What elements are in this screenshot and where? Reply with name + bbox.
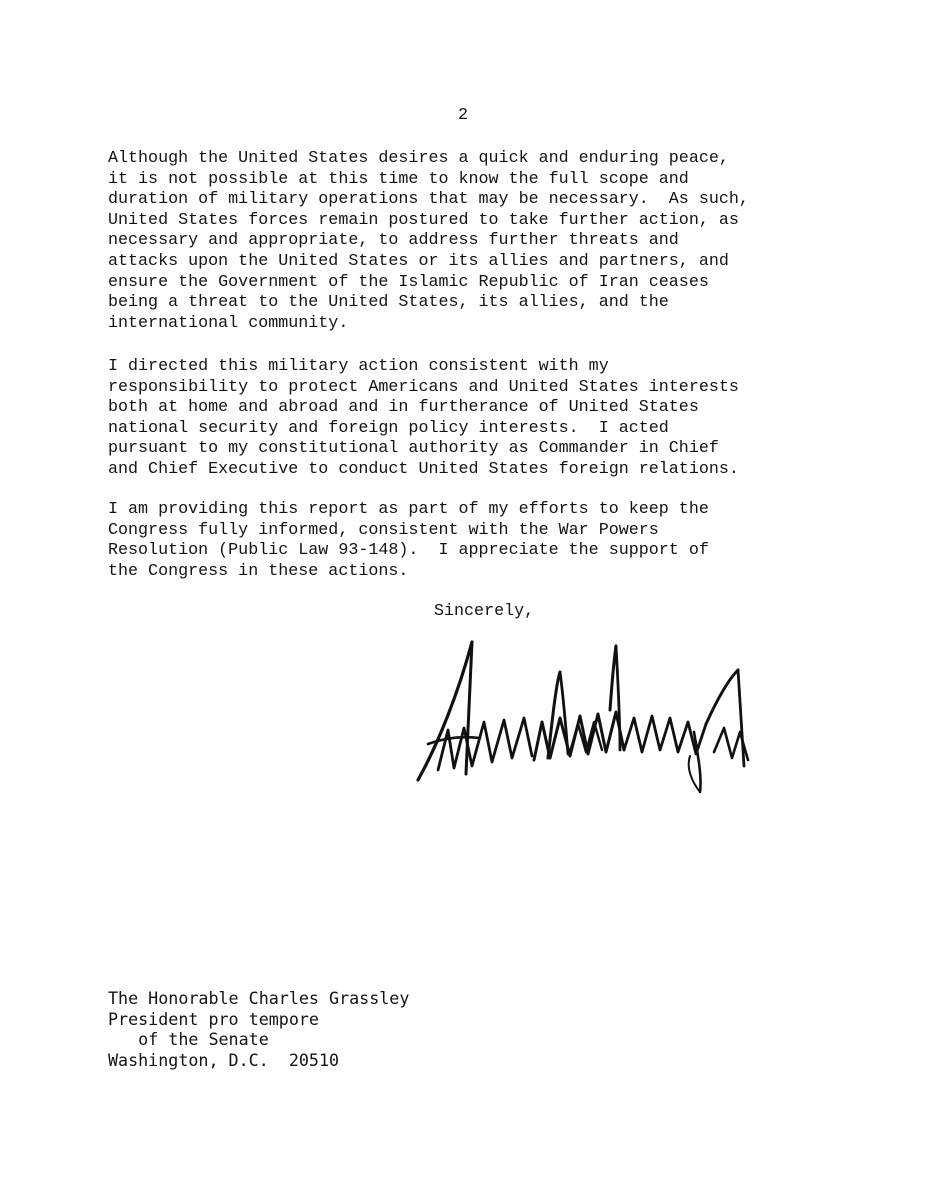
page-number: 2: [457, 106, 468, 125]
paragraph-war-powers-report: I am providing this report as part of my efforts to keep the Congress fully informed, consistent with the War Powers Resolution (Public Law 93-148). I appreciate the support of the Congress in these actions.: [108, 500, 709, 581]
closing-salutation: Sincerely,: [434, 602, 535, 621]
recipient-address: The Honorable Charles Grassley President pro tempore of the Senate Washington, D.C. 20510: [108, 988, 410, 1070]
paragraph-scope-of-operations: Although the United States desires a quick and enduring peace, it is not possible at this time to know the full scope and duration of military operations that may be necessary. As such, United States forces remain postured to take further action, as necessary and appropriate, to address further threats and attacks upon the United States or its allies and partners, and ensure the Government of the Islamic Republic of Iran ceases being a threat to the United States, its allies, and the international community.: [108, 149, 749, 333]
paragraph-authority: I directed this military action consistent with my responsibility to protect Americans and United States interests both at home and abroad and in furtherance of United States national security and foreign policy interests. I acted pursuant to my constitutional authority as Commander in Chief and Chief Executive to conduct United States foreign relations.: [108, 357, 739, 479]
handwritten-signature: [410, 632, 760, 802]
